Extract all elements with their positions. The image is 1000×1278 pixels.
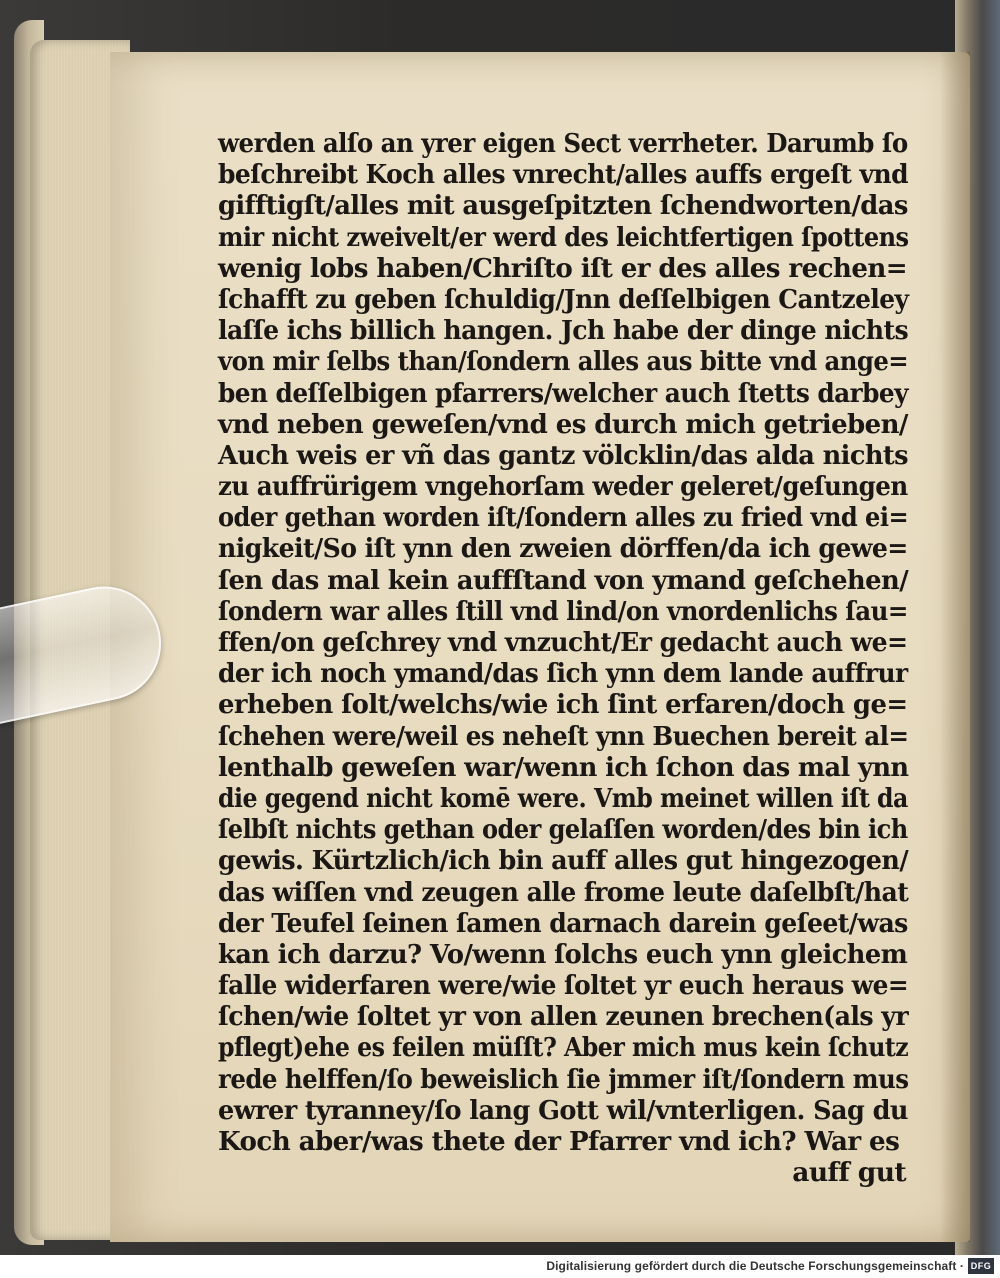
text-line: ewrer tyranney/ſo lang Gott wil/vnterligen. Sag du (218, 1094, 908, 1126)
text-line: ſen das mal kein auffſtand von ymand geſchehen/ (218, 564, 909, 596)
page-gutter-shadow (940, 52, 970, 1242)
text-line: wenig lobs haben/Chriſto iſt er des alles rechen= (218, 252, 908, 284)
digitization-footer (0, 1255, 1000, 1278)
text-line: nigkeit/So iſt ynn den zweien dörffen/da ich gewe= (218, 533, 908, 565)
dfg-logo: DFG (968, 1258, 994, 1274)
text-line: lenthalb geweſen war/wenn ich ſchon das mal ynn (218, 751, 909, 783)
text-line: erheben ſolt/welchs/wie ich ſint erfaren/doch ge= (218, 689, 908, 721)
text-line: gifftigſt/alles mit ausgeſpitzten ſchendworten/das (218, 190, 908, 222)
text-line: ben deſſelbigen pfarrers/welcher auch ſtetts darbey (218, 377, 908, 409)
text-line: von mir ſelbs than/ſondern alles aus bitte vnd ange= (218, 346, 909, 378)
text-line: ſchen/wie ſoltet yr von allen zeunen brechen(als yr (218, 1001, 909, 1033)
text-line: pflegt)ehe es feilen müſſt? Aber mich mus kein ſchutz (218, 1032, 909, 1064)
text-line: ffen/on geſchrey vnd vnzucht/Er gedacht auch we= (218, 627, 908, 658)
text-line: ſondern war alles ſtill vnd lind/on vnordenlichs ſau= (218, 595, 908, 627)
text-line: vnd neben geweſen/vnd es durch mich getrieben/ (218, 408, 908, 440)
funding-credit: Digitalisierung gefördert durch die Deutsche Forschungsgemeinschaft · (546, 1259, 964, 1273)
page-body-text (218, 128, 918, 1188)
text-line: ſchafft zu geben ſchuldig/Jnn deſſelbigen Cantzeley (218, 283, 909, 315)
text-line: der ich noch ymand/das ſich ynn dem lande auffrur (218, 658, 908, 690)
text-line: das wiſſen vnd zeugen alle frome leute daſelbſt/hat (218, 876, 909, 908)
text-line: Koch aber/was thete der Pfarrer vnd ich? War es (218, 1126, 900, 1157)
text-line: ſelbſt nichts gethan oder gelaſſen worden/des bin ich (218, 814, 908, 846)
text-line: die gegend nicht komē were. Vmb meinet willen iſt da (218, 782, 908, 814)
text-line: ſchehen were/weil es neheſt ynn Buechen bereit al= (218, 720, 909, 752)
text-line: oder gethan worden iſt/ſondern alles zu fried vnd ei= (218, 502, 909, 534)
text-line: Auch weis er vñ das gantz völcklin/das alda nichts (218, 439, 908, 471)
text-line: der Teufel ſeinen ſamen darnach darein geſeet/was (218, 907, 908, 939)
text-line: zu auffrürigem vngehorſam weder geleret/geſungen (218, 471, 908, 503)
text-line: auff gut (792, 1157, 906, 1189)
text-line: laſſe ichs billich hangen. Jch habe der dinge nichts (218, 315, 909, 347)
text-line: beſchreibt Koch alles vnrecht/alles auffs ergeſt vnd (218, 159, 909, 191)
text-line: falle widerfaren were/wie ſoltet yr euch heraus we= (218, 970, 909, 1002)
text-line: werden alſo an yrer eigen Sect verrheter. Darumb ſo (218, 128, 908, 159)
text-line: mir nicht zweivelt/er werd des leichtfertigen ſpottens (218, 221, 909, 253)
text-line: gewis. Kürtzlich/ich bin auff alles gut hingezogen/ (218, 845, 909, 877)
text-line: kan ich darzu? Vo/wenn ſolchs euch ynn gleichem (218, 938, 908, 970)
text-line: rede helffen/ſo beweislich ſie jmmer iſt/ſondern mus (218, 1063, 909, 1095)
